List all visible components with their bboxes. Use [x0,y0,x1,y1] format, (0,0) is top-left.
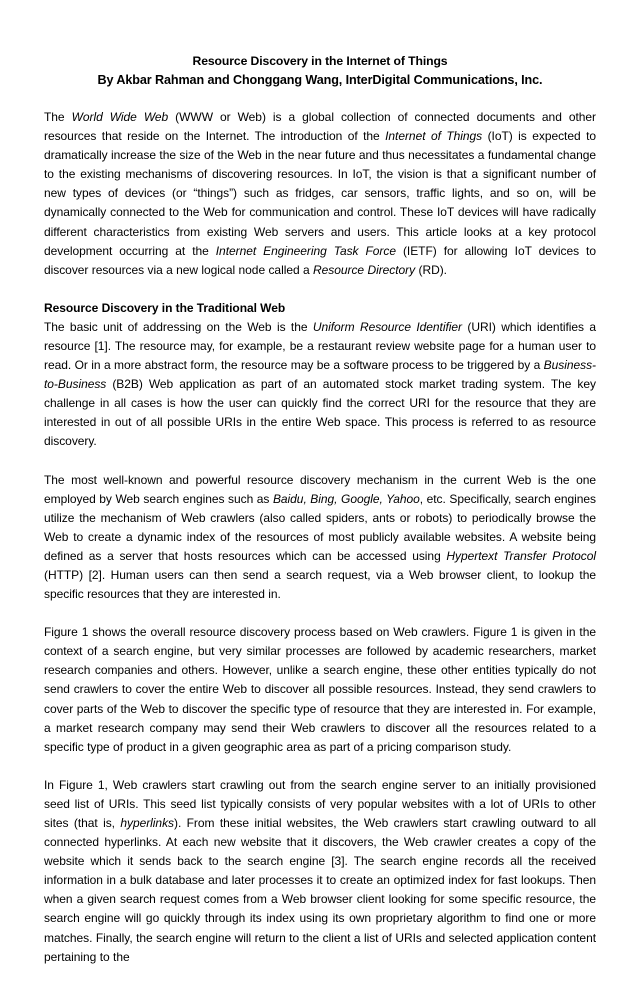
document-title-block [44,52,596,90]
document-title: Resource Discovery in the Internet of Things [192,54,448,68]
section-heading-traditional-web: Resource Discovery in the Traditional Web [44,300,286,315]
document-authors: By Akbar Rahman and Chonggang Wang, InterDigital Communications, Inc. [97,73,543,87]
paragraph-search-engines: The most well-known and powerful resource discovery mechanism in the current Web is the one employed by Web search engines such as Baidu, Bing, Google, Yahoo, etc. Specifically, search engines utilize the mechanism of Web crawlers (also called spiders, ants or robots) to periodically browse the Web to create a dynamic index of the resources of most publicly available websites. A website being defined as a server that hosts resources which can be accessed using Hypertext Transfer Protocol (HTTP) [2]. Human users can then send a search request, via a Web browser client, to lookup the specific resources that they are interested in. [44,472,596,602]
document-body [44,52,596,986]
paragraph-traditional-web-body: The basic unit of addressing on the Web is the Uniform Resource Identifier (URI) which identifies a resource [1]. The resource may, for example, be a restaurant review website page for a human user to read. Or in a more abstract form, the resource may be a software process to be triggered by a Business-to-Business (B2B) Web application as part of an automated stock market trading system. The key challenge in all cases is how the user can quickly find the correct URI for the resource that they are interested in out of all possible URIs in the entire Web space. This process is referred to as resource discovery. [44,319,597,449]
paragraph-figure-overview: Figure 1 shows the overall resource discovery process based on Web crawlers. Figure 1 is given in the context of a search engine, but very similar processes are followed by academic researchers, market research companies and others. However, unlike a search engine, these other entities typically do not send crawlers to cover the entire Web to discover all possible resources. Instead, they send crawlers to cover parts of the Web to discover the specific type of resource that they are interested in. For example, a market research company may send their Web crawlers to discover all the resources related to a specific type of product in a given geographic area as part of a pricing comparison study. [44,625,596,754]
paragraph-intro: The World Wide Web (WWW or Web) is a global collection of connected documents and other resources that reside on the Internet. The introduction of the Internet of Things (IoT) is expected to dramatically increase the size of the Web in the near future and thus necessitates a fundamental change to the existing mechanisms of discovering resources. In IoT, the vision is that a significant number of new types of devices (or “things”) such as fridges, car sensors, traffic lights, and so on, will be dynamically connected to the Web for communication and control. These IoT devices will have radically different characteristics from existing Web servers and users. This article looks at a key protocol development occurring at the Internet Engineering Task Force (IETF) for allowing IoT devices to discover resources via a new logical node called a Resource Directory (RD). [44,110,596,277]
section-traditional-web [44,299,596,452]
paragraph-crawler-detail: In Figure 1, Web crawlers start crawling out from the search engine server to an initially provisioned seed list of URIs. This seed list typically consists of very popular websites with a lot of URIs to other sites (that is, hyperlinks). From these initial websites, the Web crawlers start crawling outward to all connected hyperlinks. At each new website that it discovers, the Web crawler creates a copy of the website which it sends back to the search engine [3]. The search engine records all the received information in a bulk database and later processes it to create an optimized index for fast lookups. Then when a given search request comes from a Web browser client looking for some specific resource, the search engine will go quickly through its index using its own proprietary algorithm to find one or more matches. Finally, the search engine will return to the client a list of URIs and selected application content pertaining to the [44,777,596,964]
